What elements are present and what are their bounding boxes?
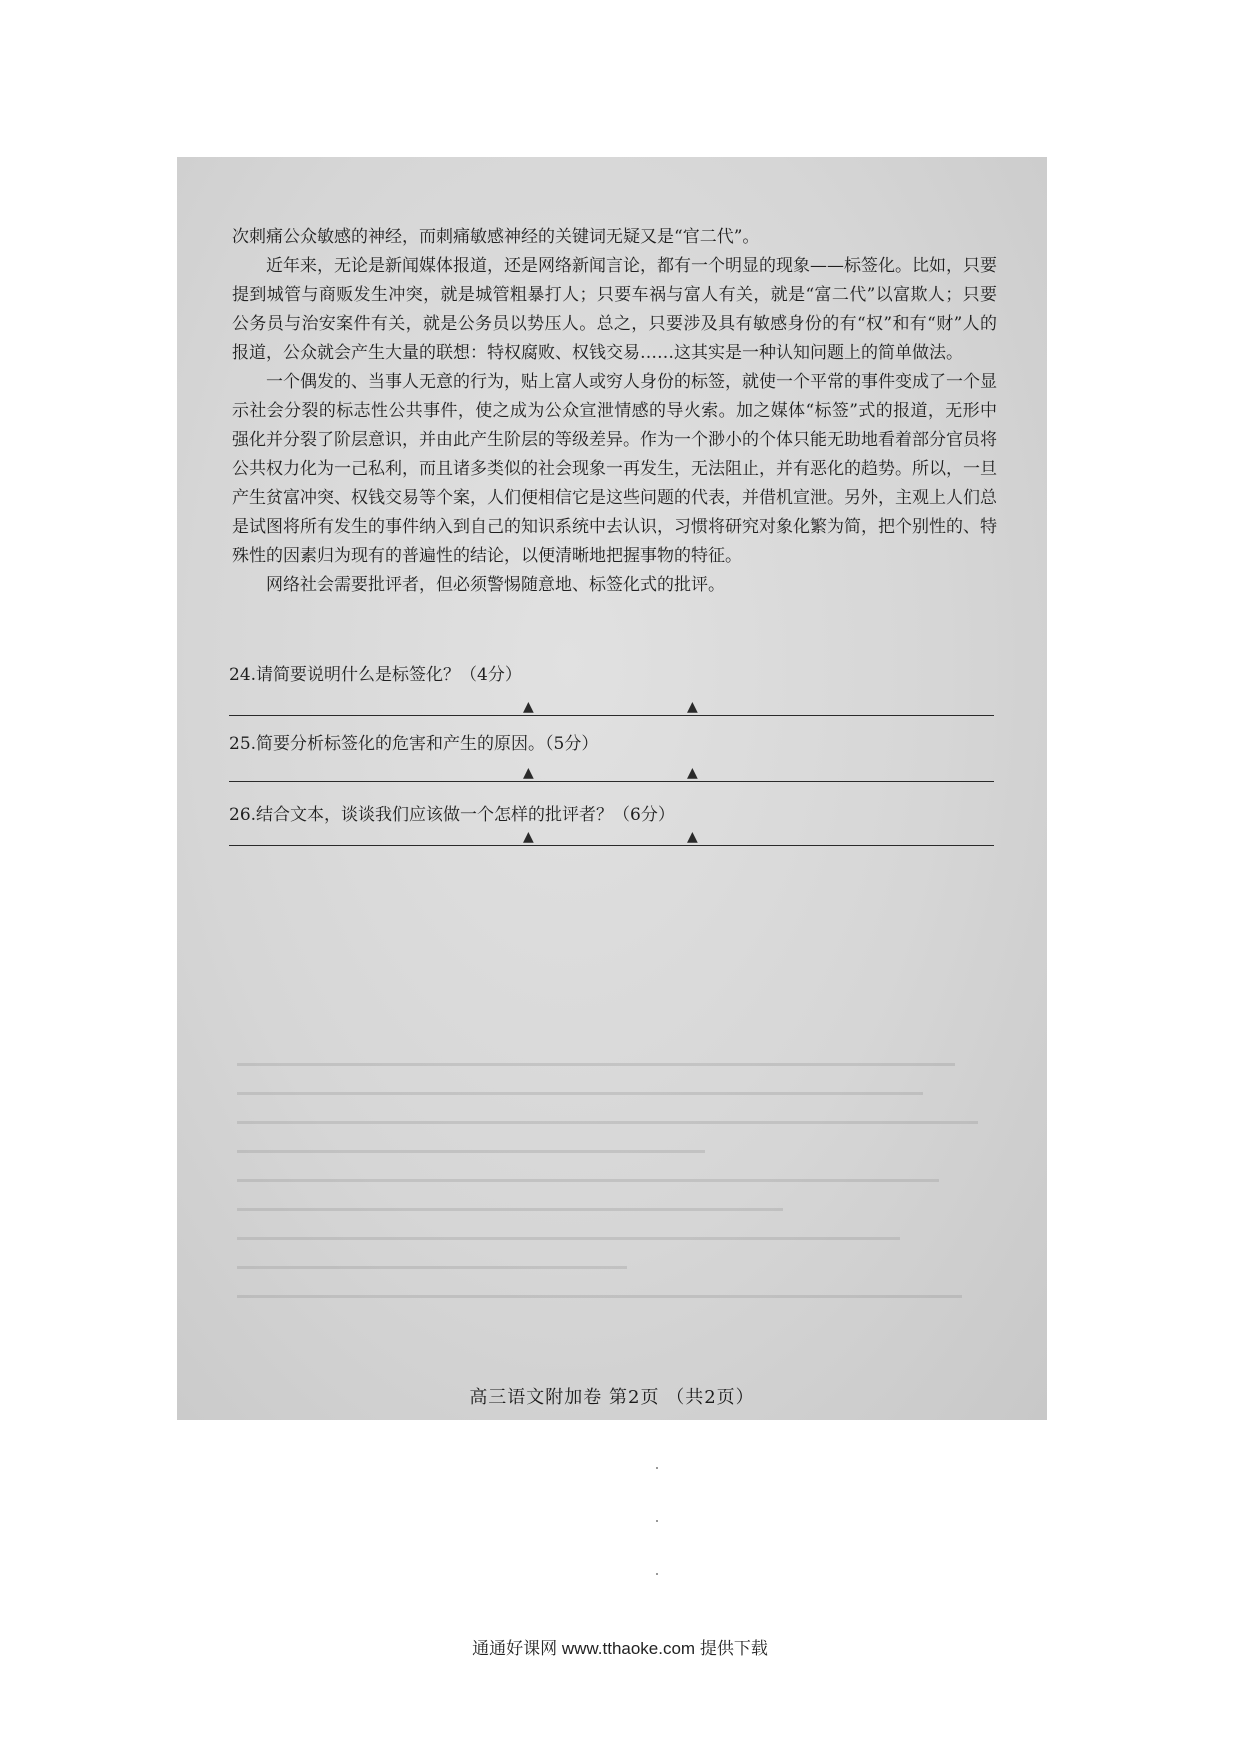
question-26: 26.结合文本，谈谈我们应该做一个怎样的批评者？（6分） <box>229 805 675 825</box>
paragraph: 一个偶发的、当事人无意的行为，贴上富人或穷人身份的标签，就使一个平常的事件变成了一个显示社会分裂的标志性公共事件，使之成为公众宣泄情感的导火索。加之媒体“标签”式的报道，无形中强化并分裂了阶层意识，并由此产生阶层的等级差异。作为一个渺小的个体只能无助地看着部分官员将公共权力化为一己私利，而且诸多类似的社会现象一再发生，无法阻止，并有恶化的趋势。所以，一旦产生贫富冲突、权钱交易等个案，人们便相信它是这些问题的代表，并借机宣泄。另外，主观上人们总是试图将所有发生的事件纳入到自己的知识系统中去认识，习惯将研究对象化繁为简，把个别性的、特殊性的因素归为现有的普遍性的结论，以便清晰地把握事物的特征。 <box>232 372 997 566</box>
answer-line-25 <box>229 781 994 782</box>
answer-marker-icon: ▲ <box>523 765 534 781</box>
download-watermark: 通通好课网 www.tthaoke.com 提供下载 <box>472 1639 768 1658</box>
passage <box>232 223 997 600</box>
speck <box>656 1573 658 1575</box>
answer-marker-icon: ▲ <box>687 699 698 715</box>
question-24: 24.请简要说明什么是标签化？（4分） <box>229 665 522 685</box>
question-25: 25.简要分析标签化的危害和产生的原因。（5分） <box>229 734 599 754</box>
paragraph: 网络社会需要批评者，但必须警惕随意地、标签化式的批评。 <box>266 575 725 595</box>
page-footer: 高三语文附加卷 第2页 （共2页） <box>469 1387 755 1408</box>
bleed-through-text <box>237 1037 1017 1357</box>
paragraph: 近年来，无论是新闻媒体报道，还是网络新闻言论，都有一个明显的现象——标签化。比如，只要提到城管与商贩发生冲突，就是城管粗暴打人；只要车祸与富人有关，就是“富二代”以富欺人；只要公务员与治安案件有关，就是公务员以势压人。总之，只要涉及具有敏感身份的有“权”和有“财”人的报道，公众就会产生大量的联想：特权腐败、权钱交易……这其实是一种认知问题上的简单做法。 <box>232 256 997 363</box>
answer-line-26 <box>229 845 994 846</box>
speck <box>656 1467 658 1469</box>
paragraph: 次刺痛公众敏感的神经，而刺痛敏感神经的关键词无疑又是“官二代”。 <box>232 227 760 247</box>
answer-marker-icon: ▲ <box>523 829 534 845</box>
answer-line-24 <box>229 715 994 716</box>
answer-marker-icon: ▲ <box>687 829 698 845</box>
answer-marker-icon: ▲ <box>687 765 698 781</box>
speck <box>656 1520 658 1522</box>
answer-marker-icon: ▲ <box>523 699 534 715</box>
scanned-page-photo <box>177 157 1047 1420</box>
